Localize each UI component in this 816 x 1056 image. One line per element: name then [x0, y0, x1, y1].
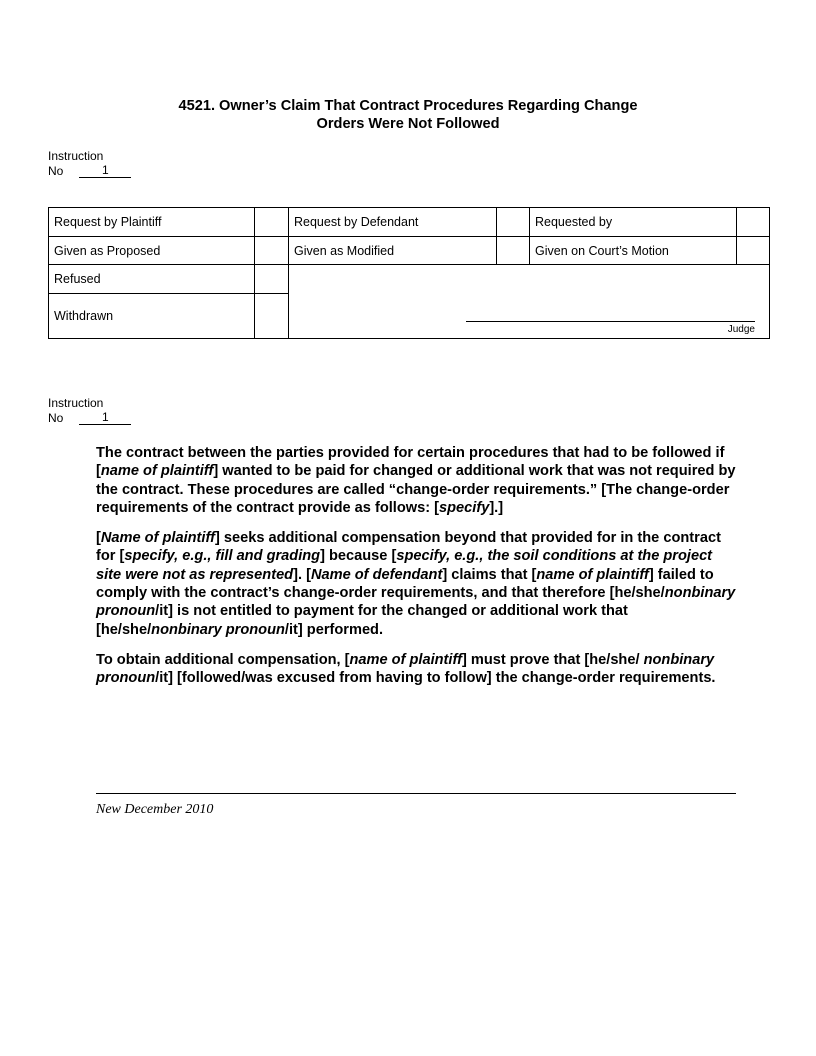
placeholder-text: nonbinary pronoun	[96, 585, 736, 620]
revision-note: New December 2010	[96, 802, 214, 817]
request-by-plaintiff-checkbox[interactable]	[255, 208, 289, 237]
instruction-label: Instruction	[48, 149, 104, 163]
withdrawn-checkbox[interactable]	[255, 294, 289, 339]
judge-signature-area[interactable]	[289, 265, 770, 339]
title-line-1: 4521. Owner’s Claim That Contract Procedures Regarding Change	[178, 98, 638, 114]
placeholder-text: nonbinary pronoun	[96, 651, 715, 687]
paragraph-change-order-procedures: The contract between the parties provided for certain procedures that had to be followed if [name of plaintiff] wanted to be paid for changed or additional work that was not required by the contract. These procedures are called “change-order requirements.” [The change-order requirements of the contract provide as follows: [specify].]	[96, 445, 736, 516]
given-as-modified-checkbox[interactable]	[497, 237, 530, 265]
instruction-number-field[interactable]: 1	[79, 164, 131, 178]
page-title	[100, 97, 716, 133]
title-line-2: Orders Were Not Followed	[316, 116, 500, 132]
request-by-plaintiff-label: Request by Plaintiff	[49, 208, 255, 237]
instruction-body	[96, 444, 736, 700]
judge-signature-line	[466, 321, 755, 322]
request-by-defendant-label: Request by Defendant	[289, 208, 497, 237]
given-on-courts-motion-checkbox[interactable]	[737, 237, 770, 265]
no-label: No	[48, 163, 64, 178]
given-on-courts-motion-label: Given on Court’s Motion	[530, 237, 737, 265]
refused-checkbox[interactable]	[255, 265, 289, 294]
given-as-modified-label: Given as Modified	[289, 237, 497, 265]
placeholder-text: specify, e.g., fill and grading	[124, 548, 321, 565]
placeholder-text: name of plaintiff	[536, 566, 649, 583]
placeholder-text: name of plaintiff	[349, 651, 462, 668]
judge-label: Judge	[727, 324, 755, 335]
no-label: No	[48, 410, 64, 425]
requested-by-label: Requested by	[530, 208, 737, 237]
refused-label: Refused	[49, 265, 255, 294]
requested-by-checkbox[interactable]	[737, 208, 770, 237]
placeholder-text: specify, e.g., the soil conditions at the project site were not as represented	[96, 548, 713, 583]
given-as-proposed-checkbox[interactable]	[255, 237, 289, 265]
placeholder-text: Name of plaintiff	[100, 530, 215, 547]
withdrawn-label: Withdrawn	[49, 294, 255, 339]
footer-divider	[96, 793, 736, 794]
request-status-table	[48, 207, 770, 339]
placeholder-text: specify	[439, 499, 490, 516]
instruction-number-block	[48, 149, 131, 178]
placeholder-text: nonbinary pronoun	[151, 621, 285, 638]
placeholder-text: name of plaintiff	[100, 463, 214, 480]
placeholder-text: Name of defendant	[310, 566, 443, 583]
given-as-proposed-label: Given as Proposed	[49, 237, 255, 265]
instruction-number-block-2	[48, 396, 131, 425]
request-by-defendant-checkbox[interactable]	[497, 208, 530, 237]
instruction-number-field[interactable]: 1	[79, 411, 131, 425]
paragraph-burden-of-proof: To obtain additional compensation, [name of plaintiff] must prove that [he/she/ nonbinary pronoun/it] [followed/was excused from having to follow] the change-order requirements.	[96, 651, 716, 687]
instruction-label: Instruction	[48, 396, 104, 410]
paragraph-claims: [Name of plaintiff] seeks additional compensation beyond that provided for in the contract for [specify, e.g., fill and grading] because [specify, e.g., the soil conditions at the project site were not as represented]. [Name of defendant] claims that [name of plaintiff] failed to comply with the contract’s change-order requirements, and that therefore [he/she/nonbinary pronoun/it] is not entitled to payment for the changed or additional work that [he/she/nonbinary pronoun/it] performed.	[96, 530, 736, 638]
